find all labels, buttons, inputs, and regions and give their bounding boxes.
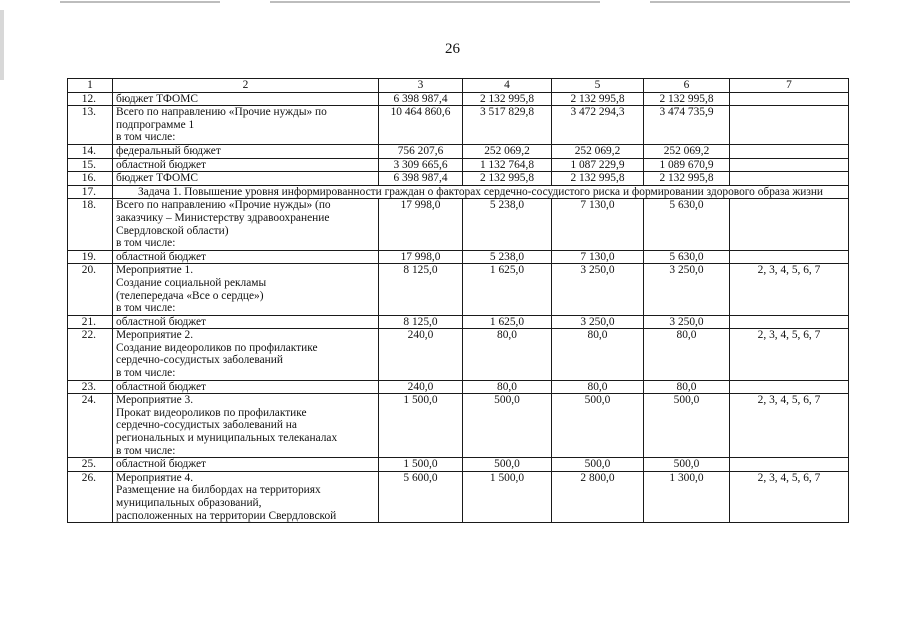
row-name-line: в том числе:	[116, 302, 176, 315]
header-cell-3: 3	[379, 79, 463, 93]
value-year-3: 1 300,0	[644, 471, 730, 522]
row-name-line: областной бюджет	[116, 458, 206, 471]
row-name	[113, 380, 379, 394]
target-indicators	[730, 380, 849, 394]
row-name	[113, 315, 379, 329]
top-rule-right	[650, 1, 850, 3]
value-year-1: 1 132 764,8	[463, 158, 552, 172]
row-name	[113, 158, 379, 172]
task-heading: Задача 1. Повышение уровня информированности граждан о факторах сердечно-сосудистого риска и формировании здорового образа жизни	[113, 185, 849, 199]
value-year-2: 1 087 229,9	[552, 158, 644, 172]
target-indicators: 2, 3, 4, 5, 6, 7	[730, 394, 849, 458]
value-total: 17 998,0	[379, 250, 463, 264]
value-year-3: 3 250,0	[644, 315, 730, 329]
table-row	[68, 185, 849, 199]
row-number: 20.	[68, 264, 113, 315]
row-name-line: Мероприятие 2.	[116, 329, 194, 342]
value-year-1: 3 517 829,8	[463, 106, 552, 145]
row-name-line: федеральный бюджет	[116, 144, 221, 157]
value-year-1: 80,0	[463, 380, 552, 394]
row-name	[113, 92, 379, 106]
header-cell-7: 7	[730, 79, 849, 93]
value-year-3: 500,0	[644, 458, 730, 472]
row-name-line: областной бюджет	[116, 380, 206, 393]
value-total: 10 464 860,6	[379, 106, 463, 145]
top-rule-left	[60, 1, 220, 3]
table-row	[68, 92, 849, 106]
row-name-line: Мероприятие 3.	[116, 394, 194, 407]
row-number: 15.	[68, 158, 113, 172]
table-row	[68, 172, 849, 186]
value-year-1: 2 132 995,8	[463, 92, 552, 106]
value-year-2: 500,0	[552, 458, 644, 472]
value-total: 1 500,0	[379, 458, 463, 472]
value-year-1: 500,0	[463, 458, 552, 472]
row-number: 14.	[68, 144, 113, 158]
row-number: 19.	[68, 250, 113, 264]
table-row	[68, 158, 849, 172]
target-indicators	[730, 92, 849, 106]
row-name-line: заказчику – Министерству здравоохранение	[116, 211, 330, 224]
value-year-2: 7 130,0	[552, 199, 644, 250]
row-number: 18.	[68, 199, 113, 250]
row-name-line: Мероприятие 4.	[116, 471, 194, 484]
row-name-line: Свердловской области)	[116, 224, 229, 237]
value-year-1: 5 238,0	[463, 250, 552, 264]
row-name-line: Прокат видеороликов по профилактике	[116, 406, 307, 419]
row-name	[113, 471, 379, 522]
table-row	[68, 264, 849, 315]
row-number: 22.	[68, 329, 113, 380]
value-year-1: 5 238,0	[463, 199, 552, 250]
row-name-line: подпрограмме 1	[116, 118, 195, 131]
value-year-2: 7 130,0	[552, 250, 644, 264]
value-total: 17 998,0	[379, 199, 463, 250]
row-name-line: (телепередача «Все о сердце»)	[116, 289, 264, 302]
value-year-2: 2 132 995,8	[552, 172, 644, 186]
row-number: 23.	[68, 380, 113, 394]
value-year-3: 5 630,0	[644, 199, 730, 250]
value-total: 8 125,0	[379, 264, 463, 315]
row-name-line: областной бюджет	[116, 250, 206, 263]
row-name-line: Создание видеороликов по профилактике	[116, 341, 318, 354]
value-year-2: 80,0	[552, 380, 644, 394]
target-indicators	[730, 458, 849, 472]
value-year-3: 1 089 670,9	[644, 158, 730, 172]
value-year-3: 500,0	[644, 394, 730, 458]
table-row	[68, 380, 849, 394]
target-indicators	[730, 199, 849, 250]
row-name-line: в том числе:	[116, 444, 176, 457]
row-name	[113, 394, 379, 458]
value-year-2: 80,0	[552, 329, 644, 380]
value-year-1: 500,0	[463, 394, 552, 458]
value-year-3: 3 250,0	[644, 264, 730, 315]
value-year-2: 500,0	[552, 394, 644, 458]
row-name-line: муниципальных образований,	[116, 497, 262, 509]
value-total: 240,0	[379, 329, 463, 380]
value-year-3: 80,0	[644, 329, 730, 380]
row-name-line: Всего по направлению «Прочие нужды» (по	[116, 199, 331, 212]
target-indicators	[730, 315, 849, 329]
row-number: 21.	[68, 315, 113, 329]
table-row	[68, 329, 849, 380]
row-name-line: бюджет ТФОМС	[116, 92, 198, 105]
value-year-2: 3 472 294,3	[552, 106, 644, 145]
value-total: 5 600,0	[379, 471, 463, 522]
value-year-2: 2 800,0	[552, 471, 644, 522]
row-name	[113, 199, 379, 250]
header-cell-1: 1	[68, 79, 113, 93]
target-indicators	[730, 106, 849, 145]
row-number: 12.	[68, 92, 113, 106]
row-name-line: расположенных на территории Свердловской	[116, 509, 337, 522]
row-name	[113, 264, 379, 315]
value-year-2: 3 250,0	[552, 315, 644, 329]
table-row	[68, 315, 849, 329]
target-indicators: 2, 3, 4, 5, 6, 7	[730, 329, 849, 380]
row-name	[113, 172, 379, 186]
value-total: 1 500,0	[379, 394, 463, 458]
table-body	[68, 79, 849, 523]
row-name-line: в том числе:	[116, 237, 176, 250]
target-indicators	[730, 144, 849, 158]
row-name-line: в том числе:	[116, 367, 176, 380]
target-indicators	[730, 172, 849, 186]
value-year-1: 1 625,0	[463, 315, 552, 329]
row-name	[113, 329, 379, 380]
row-number: 25.	[68, 458, 113, 472]
row-name-line: Создание социальной рекламы	[116, 276, 267, 289]
row-name-line: областной бюджет	[116, 315, 206, 328]
row-name	[113, 250, 379, 264]
header-cell-6: 6	[644, 79, 730, 93]
table-row	[68, 144, 849, 158]
value-total: 6 398 987,4	[379, 172, 463, 186]
value-year-1: 252 069,2	[463, 144, 552, 158]
value-total: 240,0	[379, 380, 463, 394]
value-year-1: 1 500,0	[463, 471, 552, 522]
value-year-1: 1 625,0	[463, 264, 552, 315]
top-rule-center	[270, 1, 600, 3]
value-total: 6 398 987,4	[379, 92, 463, 106]
header-cell-4: 4	[463, 79, 552, 93]
value-year-3: 2 132 995,8	[644, 92, 730, 106]
value-year-3: 2 132 995,8	[644, 172, 730, 186]
header-cell-2: 2	[113, 79, 379, 93]
value-total: 756 207,6	[379, 144, 463, 158]
value-year-2: 3 250,0	[552, 264, 644, 315]
row-number: 24.	[68, 394, 113, 458]
row-name-line: в том числе:	[116, 131, 176, 144]
row-name-line: региональных и муниципальных телеканалах	[116, 432, 338, 445]
value-year-2: 2 132 995,8	[552, 92, 644, 106]
row-name	[113, 458, 379, 472]
row-name-line: Мероприятие 1.	[116, 264, 194, 277]
table-row	[68, 106, 849, 145]
target-indicators: 2, 3, 4, 5, 6, 7	[730, 264, 849, 315]
value-year-1: 80,0	[463, 329, 552, 380]
target-indicators: 2, 3, 4, 5, 6, 7	[730, 471, 849, 522]
row-name-line: сердечно-сосудистых заболеваний на	[116, 419, 297, 432]
value-year-3: 252 069,2	[644, 144, 730, 158]
row-name-line: бюджет ТФОМС	[116, 172, 198, 185]
row-name-line: Всего по направлению «Прочие нужды» по	[116, 106, 327, 119]
value-year-1: 2 132 995,8	[463, 172, 552, 186]
row-name	[113, 144, 379, 158]
header-row	[68, 79, 849, 93]
value-total: 8 125,0	[379, 315, 463, 329]
table-row	[68, 458, 849, 472]
value-year-3: 80,0	[644, 380, 730, 394]
table-row	[68, 471, 849, 522]
value-year-2: 252 069,2	[552, 144, 644, 158]
budget-table	[67, 78, 849, 523]
value-total: 3 309 665,6	[379, 158, 463, 172]
row-name	[113, 106, 379, 145]
header-cell-5: 5	[552, 79, 644, 93]
row-name-line: областной бюджет	[116, 158, 206, 171]
row-number: 13.	[68, 106, 113, 145]
table-row	[68, 199, 849, 250]
table-row	[68, 394, 849, 458]
value-year-3: 5 630,0	[644, 250, 730, 264]
target-indicators	[730, 158, 849, 172]
row-name-line: Размещение на билбордах на территориях	[116, 484, 321, 497]
value-year-3: 3 474 735,9	[644, 106, 730, 145]
row-number: 16.	[68, 172, 113, 186]
row-number: 26.	[68, 471, 113, 522]
target-indicators	[730, 250, 849, 264]
row-name-line: сердечно-сосудистых заболеваний	[116, 354, 283, 367]
table-row	[68, 250, 849, 264]
page-number: 26	[445, 41, 460, 57]
row-number: 17.	[68, 185, 113, 199]
